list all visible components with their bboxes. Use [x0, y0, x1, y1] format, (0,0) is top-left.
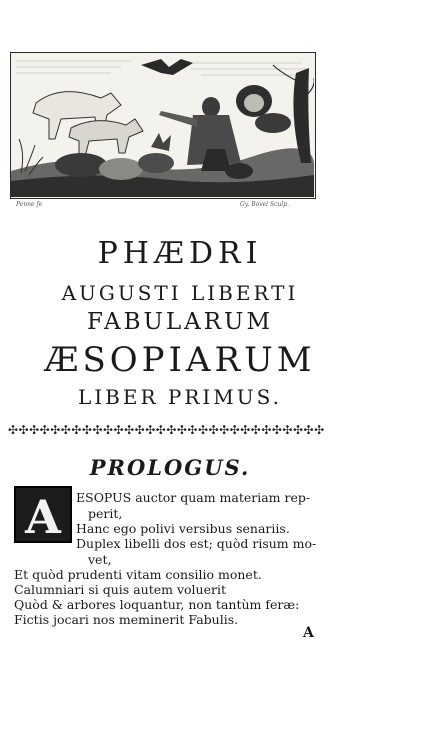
title-aesopiarum: ÆSOPIARUM — [44, 340, 316, 380]
catchword: A — [303, 625, 314, 641]
title-liber-primus: LIBER PRIMUS. — [78, 385, 282, 409]
title-fabularum: FABULARUM — [87, 309, 273, 335]
frontispiece-engraving — [10, 52, 316, 199]
verse-line: ESOPUS auctor quam materiam rep- — [76, 490, 311, 505]
verse-line: vet, — [88, 552, 112, 567]
prologue-heading: PROLOGUS. — [89, 455, 251, 480]
engraving-engraver-caption: Gy. Bovel Sculp. — [240, 201, 289, 208]
verse-line: Duplex libelli dos est; quòd risum mo- — [76, 536, 317, 551]
decorated-initial — [14, 486, 72, 543]
engraving-illustration — [11, 53, 314, 197]
verse-line: Hanc ego polivi versibus senariis. — [76, 521, 290, 536]
verse-line: Fictis jocari nos meminerit Fabulis. — [14, 612, 239, 627]
decorated-initial-letter: A — [25, 490, 61, 544]
title-augusti-liberti: AUGUSTI LIBERTI — [61, 281, 299, 305]
verse-line: perit, — [88, 506, 123, 521]
ornamental-divider: ✣✣✣✣✣✣✣✣✣✣✣✣✣✣✣✣✣✣✣✣✣✣✣✣✣✣✣✣✣✣ — [8, 423, 325, 437]
verse-line: Calumniari si quis autem voluerit — [14, 582, 226, 597]
verse-line: Quòd & arbores loquantur, non tantùm feræ: — [14, 597, 300, 612]
verse-line: Et quòd prudenti vitam consilio monet. — [14, 567, 262, 582]
engraving-artist-caption: Penne fe — [16, 201, 43, 208]
title-phaedri: PHÆDRI — [97, 236, 263, 271]
